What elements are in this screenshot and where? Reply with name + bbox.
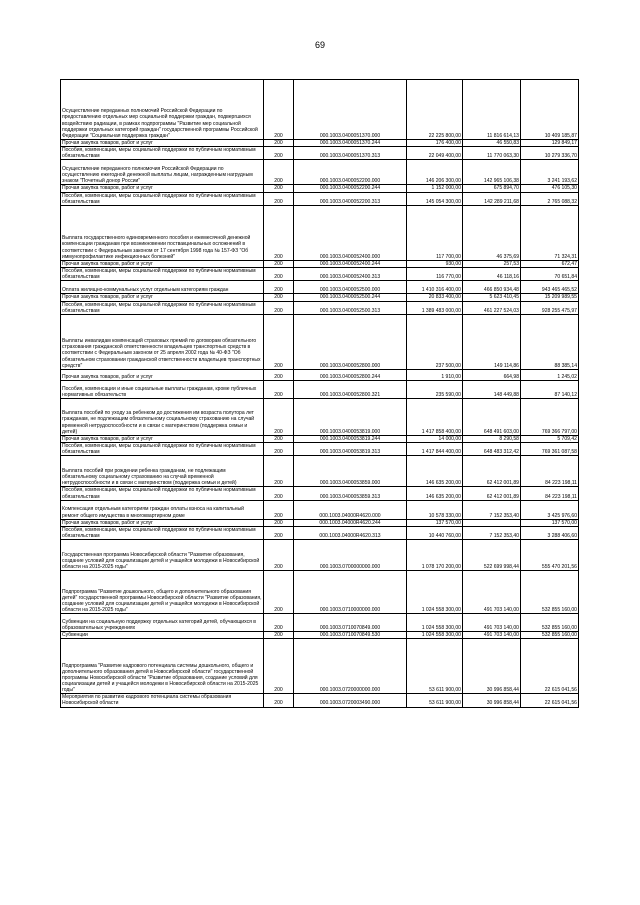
row-name-cell: Государственная программа Новосибирской области "Развитие образования, создание условий для социализации детей и учащейся молодежи в Новосибирской области на 2015-2025 годы" (61, 540, 264, 571)
row-executed-cell: 30 996 858,44 (463, 694, 521, 707)
row-budget-code-cell: 000.1003.0400052500.313 (294, 301, 407, 314)
row-code-gr-cell: 200 (264, 294, 294, 301)
row-budget-code-cell: 000.1003.0400052400.313 (294, 268, 407, 281)
row-plan-cell: 1 389 483 000,00 (407, 301, 463, 314)
row-plan-cell: 1 417 844 400,00 (407, 443, 463, 456)
row-executed-cell: 62 412 001,89 (463, 487, 521, 500)
row-budget-code-cell: 000.1003.0720000000.000 (294, 639, 407, 694)
row-plan-cell: 10 578 330,00 (407, 500, 463, 519)
row-code-gr-cell: 200 (264, 614, 294, 632)
table-row (61, 192, 579, 205)
row-code-gr-cell: 200 (264, 694, 294, 707)
table-row (61, 301, 579, 314)
row-name-cell: Компенсация отдельным категориям граждан оплаты взноса на капитальный ремонт общего имущества в многоквартирном доме (61, 500, 264, 519)
row-plan-cell: 1 417 858 400,00 (407, 398, 463, 435)
row-unexecuted-cell: 129 849,17 (521, 140, 579, 147)
row-code-gr-cell: 200 (264, 500, 294, 519)
row-name-cell: Выплата пособий по уходу за ребенком до достижения им возраста полутора лет гражданам, не подлежащим обязательному социальному страхованию на случай временной нетрудоспособности и в связи с материнством (поддержка семьи и детей) (61, 398, 264, 435)
row-name-cell: Выплата государственного единовременного пособия и ежемесячной денежной компенсации гражданам при возникновении поствакцинальных осложнений в соответствии с Федеральным законом от 17 сентября 1998 года № 157-ФЗ "Об иммунопрофилактике инфекционных болезней" (61, 205, 264, 260)
row-budget-code-cell: 000.1003.04000R4620.313 (294, 526, 407, 539)
row-budget-code-cell: 000.1003.0710070849.000 (294, 614, 407, 632)
row-budget-code-cell: 000.1003.0400053819.000 (294, 398, 407, 435)
row-unexecuted-cell: 1 245,02 (521, 369, 579, 380)
row-unexecuted-cell: 137 570,00 (521, 519, 579, 526)
row-unexecuted-cell: 22 615 041,56 (521, 694, 579, 707)
row-unexecuted-cell: 769 366 797,00 (521, 398, 579, 435)
row-executed-cell: 522 699 998,44 (463, 540, 521, 571)
row-unexecuted-cell: 15 209 989,55 (521, 294, 579, 301)
row-executed-cell: 11 770 063,30 (463, 147, 521, 160)
row-unexecuted-cell: 769 361 087,58 (521, 443, 579, 456)
row-code-gr-cell: 200 (264, 281, 294, 294)
row-name-cell: Подпрограмма "Развитие кадрового потенциала системы дошкольного, общего и дополнительного образования детей в Новосибирской области" государственной программы Новосибирской области "Развитие образования, создание условий для социализации детей и учащейся молодежи в Новосибирской области на 2015-2025 годы" (61, 639, 264, 694)
table-row (61, 526, 579, 539)
table-row (61, 80, 579, 140)
row-name-cell: Пособия, компенсации, меры социальной поддержки по публичным нормативным обязательствам (61, 526, 264, 539)
row-unexecuted-cell: 3 425 976,60 (521, 500, 579, 519)
row-unexecuted-cell: 3 288 406,60 (521, 526, 579, 539)
row-plan-cell: 1 024 558 300,00 (407, 614, 463, 632)
row-unexecuted-cell: 87 140,12 (521, 380, 579, 398)
row-unexecuted-cell: 5 709,42 (521, 435, 579, 442)
row-code-gr-cell: 200 (264, 147, 294, 160)
row-budget-code-cell: 000.1003.0400053859.313 (294, 487, 407, 500)
row-unexecuted-cell: 84 223 198,11 (521, 487, 579, 500)
row-code-gr-cell: 200 (264, 435, 294, 442)
row-executed-cell: 648 483 312,42 (463, 443, 521, 456)
row-code-gr-cell: 200 (264, 456, 294, 487)
row-name-cell: Пособия, компенсации, меры социальной поддержки по публичным нормативным обязательствам (61, 487, 264, 500)
row-executed-cell: 491 703 140,00 (463, 614, 521, 632)
row-budget-code-cell: 000.1003.0400053819.313 (294, 443, 407, 456)
row-unexecuted-cell: 3 241 193,62 (521, 160, 579, 185)
row-code-gr-cell: 200 (264, 639, 294, 694)
row-code-gr-cell: 200 (264, 398, 294, 435)
row-name-cell: Оплата жилищно-коммунальных услуг отдельным категориям граждан (61, 281, 264, 294)
table-row (61, 185, 579, 192)
row-executed-cell: 466 850 934,48 (463, 281, 521, 294)
row-executed-cell: 664,98 (463, 369, 521, 380)
row-unexecuted-cell: 88 385,14 (521, 314, 579, 369)
row-code-gr-cell: 200 (264, 314, 294, 369)
row-plan-cell: 22 049 400,00 (407, 147, 463, 160)
row-code-gr-cell: 200 (264, 369, 294, 380)
page-number: 69 (314, 40, 325, 50)
row-name-cell: Пособия, компенсации, меры социальной поддержки по публичным нормативным обязательствам (61, 147, 264, 160)
row-plan-cell: 1 078 170 200,00 (407, 540, 463, 571)
row-unexecuted-cell: 476 105,30 (521, 185, 579, 192)
row-plan-cell: 1 910,00 (407, 369, 463, 380)
table-row (61, 398, 579, 435)
row-name-cell: Пособия, компенсации и иные социальные выплаты гражданам, кроме публичных нормативных обязательств (61, 380, 264, 398)
row-code-gr-cell: 200 (264, 140, 294, 147)
row-unexecuted-cell: 928 255 475,97 (521, 301, 579, 314)
table-row (61, 268, 579, 281)
row-plan-cell: 1 024 558 300,00 (407, 571, 463, 614)
row-executed-cell: 62 412 001,89 (463, 456, 521, 487)
row-code-gr-cell: 200 (264, 526, 294, 539)
row-code-gr-cell: 200 (264, 519, 294, 526)
row-plan-cell: 146 635 200,00 (407, 456, 463, 487)
row-unexecuted-cell: 672,47 (521, 260, 579, 267)
row-name-cell: Прочая закупка товаров, работ и услуг (61, 185, 264, 192)
row-unexecuted-cell: 532 855 160,00 (521, 614, 579, 632)
row-budget-code-cell: 000.1003.0400052500.000 (294, 281, 407, 294)
row-unexecuted-cell: 532 855 160,00 (521, 571, 579, 614)
row-name-cell: Прочая закупка товаров, работ и услуг (61, 369, 264, 380)
row-executed-cell: 491 703 140,00 (463, 571, 521, 614)
row-unexecuted-cell: 2 765 088,32 (521, 192, 579, 205)
row-plan-cell: 1 410 316 400,00 (407, 281, 463, 294)
row-name-cell: Субвенции (61, 632, 264, 639)
table-row (61, 380, 579, 398)
table-row (61, 260, 579, 267)
table-row (61, 294, 579, 301)
row-plan-cell: 53 611 900,00 (407, 639, 463, 694)
row-executed-cell: 46 375,69 (463, 205, 521, 260)
row-plan-cell: 116 770,00 (407, 268, 463, 281)
row-code-gr-cell: 200 (264, 185, 294, 192)
row-name-cell: Осуществление переданного полномочия Российской Федерации по осуществлению ежегодной денежной выплаты лицам, награжденным нагрудным знаком "Почетный донор России" (61, 160, 264, 185)
table-row (61, 369, 579, 380)
row-code-gr-cell: 200 (264, 260, 294, 267)
row-code-gr-cell: 200 (264, 301, 294, 314)
row-code-gr-cell: 200 (264, 380, 294, 398)
row-budget-code-cell: 000.1003.0720003490.000 (294, 694, 407, 707)
row-plan-cell: 117 700,00 (407, 205, 463, 260)
table-row (61, 456, 579, 487)
row-executed-cell (463, 519, 521, 526)
row-executed-cell: 5 623 410,45 (463, 294, 521, 301)
row-name-cell: Выплаты инвалидам компенсаций страховых премий по договорам обязательного страхования гражданской ответственности владельцев транспортных средств в соответствии с Федеральным законом от 25 апреля 2002 года № 40-ФЗ "Об обязательном страховании гражданской ответственности владельцев транспортных средств" (61, 314, 264, 369)
row-executed-cell: 461 227 524,03 (463, 301, 521, 314)
row-executed-cell: 46 118,16 (463, 268, 521, 281)
table-row (61, 571, 579, 614)
row-budget-code-cell: 000.1003.0400051370.313 (294, 147, 407, 160)
row-executed-cell: 8 290,58 (463, 435, 521, 442)
row-plan-cell: 1 024 558 300,00 (407, 632, 463, 639)
row-budget-code-cell: 000.1003.0400052800.000 (294, 314, 407, 369)
row-executed-cell: 142 289 211,68 (463, 192, 521, 205)
row-executed-cell: 7 152 353,40 (463, 526, 521, 539)
row-unexecuted-cell: 555 470 201,56 (521, 540, 579, 571)
table-row (61, 140, 579, 147)
table-row (61, 314, 579, 369)
row-budget-code-cell: 000.1003.04000R4620.000 (294, 500, 407, 519)
row-name-cell: Пособия, компенсации, меры социальной поддержки по публичным нормативным обязательствам (61, 301, 264, 314)
row-name-cell: Осуществление переданных полномочий Российской Федерации по предоставлению отдельных мер социальной поддержки граждан, подвергшихся воздействию радиации, в рамках подпрограммы "Развитие мер социальной поддержки отдельных категорий граждан" государственной программы Российской Федерации "Социальная поддержка граждан" (61, 80, 264, 140)
row-plan-cell: 53 611 900,00 (407, 694, 463, 707)
row-unexecuted-cell: 70 651,84 (521, 268, 579, 281)
row-unexecuted-cell: 71 324,31 (521, 205, 579, 260)
row-budget-code-cell: 000.1003.0710070849.530 (294, 632, 407, 639)
row-code-gr-cell: 200 (264, 487, 294, 500)
row-plan-cell: 237 500,00 (407, 314, 463, 369)
row-name-cell: Прочая закупка товаров, работ и услуг (61, 519, 264, 526)
row-plan-cell: 930,00 (407, 260, 463, 267)
row-unexecuted-cell: 84 223 198,11 (521, 456, 579, 487)
row-unexecuted-cell: 943 465 465,52 (521, 281, 579, 294)
row-executed-cell: 648 491 603,00 (463, 398, 521, 435)
row-plan-cell: 137 570,00 (407, 519, 463, 526)
table-row (61, 694, 579, 707)
row-budget-code-cell: 000.1003.0400052800.244 (294, 369, 407, 380)
row-budget-code-cell: 000.1003.04000R4620.244 (294, 519, 407, 526)
table-row (61, 614, 579, 632)
row-name-cell: Субвенции на социальную поддержку отдельных категорий детей, обучающихся в образовательных учреждениях (61, 614, 264, 632)
table-row (61, 443, 579, 456)
table-row (61, 519, 579, 526)
table-row (61, 639, 579, 694)
row-executed-cell: 142 965 106,38 (463, 160, 521, 185)
row-plan-cell: 20 833 400,00 (407, 294, 463, 301)
row-code-gr-cell: 200 (264, 205, 294, 260)
row-name-cell: Прочая закупка товаров, работ и услуг (61, 260, 264, 267)
row-executed-cell: 491 703 140,00 (463, 632, 521, 639)
table-row (61, 147, 579, 160)
row-name-cell: Пособия, компенсации, меры социальной поддержки по публичным нормативным обязательствам (61, 443, 264, 456)
row-name-cell: Пособия, компенсации, меры социальной поддержки по публичным нормативным обязательствам (61, 268, 264, 281)
row-plan-cell: 145 054 300,00 (407, 192, 463, 205)
row-budget-code-cell: 000.1003.0400052500.244 (294, 294, 407, 301)
row-name-cell: Выплата пособий при рождении ребенка гражданам, не подлежащим обязательному социальному страхованию на случай временной нетрудоспособности и в связи с материнством (поддержка семьи и детей) (61, 456, 264, 487)
row-unexecuted-cell: 10 279 336,70 (521, 147, 579, 160)
row-plan-cell: 176 400,00 (407, 140, 463, 147)
row-budget-code-cell: 000.1003.0400052200.313 (294, 192, 407, 205)
row-code-gr-cell: 200 (264, 80, 294, 140)
table-row (61, 160, 579, 185)
row-executed-cell: 7 152 353,40 (463, 500, 521, 519)
row-executed-cell: 149 114,86 (463, 314, 521, 369)
row-budget-code-cell: 000.1003.0400052800.321 (294, 380, 407, 398)
row-plan-cell: 235 590,00 (407, 380, 463, 398)
table-row (61, 632, 579, 639)
row-code-gr-cell: 200 (264, 268, 294, 281)
row-code-gr-cell: 200 (264, 632, 294, 639)
row-code-gr-cell: 200 (264, 192, 294, 205)
row-code-gr-cell: 200 (264, 160, 294, 185)
row-executed-cell: 11 816 614,13 (463, 80, 521, 140)
table-row (61, 487, 579, 500)
row-budget-code-cell: 000.1003.0400052400.000 (294, 205, 407, 260)
row-unexecuted-cell: 532 855 160,00 (521, 632, 579, 639)
row-plan-cell: 10 440 760,00 (407, 526, 463, 539)
table-row (61, 435, 579, 442)
row-plan-cell: 146 635 200,00 (407, 487, 463, 500)
row-plan-cell: 22 225 800,00 (407, 80, 463, 140)
row-plan-cell: 1 152 000,00 (407, 185, 463, 192)
row-budget-code-cell: 000.1003.0710000000.000 (294, 571, 407, 614)
budget-table (60, 79, 579, 708)
table-row (61, 281, 579, 294)
table-row (61, 205, 579, 260)
row-executed-cell: 46 550,83 (463, 140, 521, 147)
row-name-cell: Прочая закупка товаров, работ и услуг (61, 294, 264, 301)
row-name-cell: Прочая закупка товаров, работ и услуг (61, 140, 264, 147)
row-budget-code-cell: 000.1003.0400053859.000 (294, 456, 407, 487)
row-name-cell: Прочая закупка товаров, работ и услуг (61, 435, 264, 442)
budget-table-body (61, 80, 579, 708)
row-name-cell: Пособия, компенсации, меры социальной поддержки по публичным нормативным обязательствам (61, 192, 264, 205)
row-budget-code-cell: 000.1003.0400053819.244 (294, 435, 407, 442)
row-code-gr-cell: 200 (264, 540, 294, 571)
row-budget-code-cell: 000.1003.0400052200.244 (294, 185, 407, 192)
row-budget-code-cell: 000.1003.0400051370.244 (294, 140, 407, 147)
row-plan-cell: 14 000,00 (407, 435, 463, 442)
row-executed-cell: 675 894,70 (463, 185, 521, 192)
row-unexecuted-cell: 22 615 041,56 (521, 639, 579, 694)
row-budget-code-cell: 000.1003.0400052200.000 (294, 160, 407, 185)
table-row (61, 500, 579, 519)
row-code-gr-cell: 200 (264, 443, 294, 456)
row-budget-code-cell: 000.1003.0400052400.244 (294, 260, 407, 267)
row-name-cell: Мероприятия по развитию кадрового потенциала системы образования Новосибирской области (61, 694, 264, 707)
row-plan-cell: 146 206 300,00 (407, 160, 463, 185)
row-budget-code-cell: 000.1003.0700000000.000 (294, 540, 407, 571)
row-code-gr-cell: 200 (264, 571, 294, 614)
row-executed-cell: 257,53 (463, 260, 521, 267)
row-name-cell: Подпрограмма "Развитие дошкольного, общего и дополнительного образования детей" государственной программы Новосибирской области "Развитие образования, создание условий для социализации детей и учащейся молодежи в Новосибирской области на 2015-2025 годы" (61, 571, 264, 614)
row-executed-cell: 30 996 858,44 (463, 639, 521, 694)
table-row (61, 540, 579, 571)
row-unexecuted-cell: 10 409 185,87 (521, 80, 579, 140)
row-executed-cell: 148 449,88 (463, 380, 521, 398)
row-budget-code-cell: 000.1003.0400051370.000 (294, 80, 407, 140)
